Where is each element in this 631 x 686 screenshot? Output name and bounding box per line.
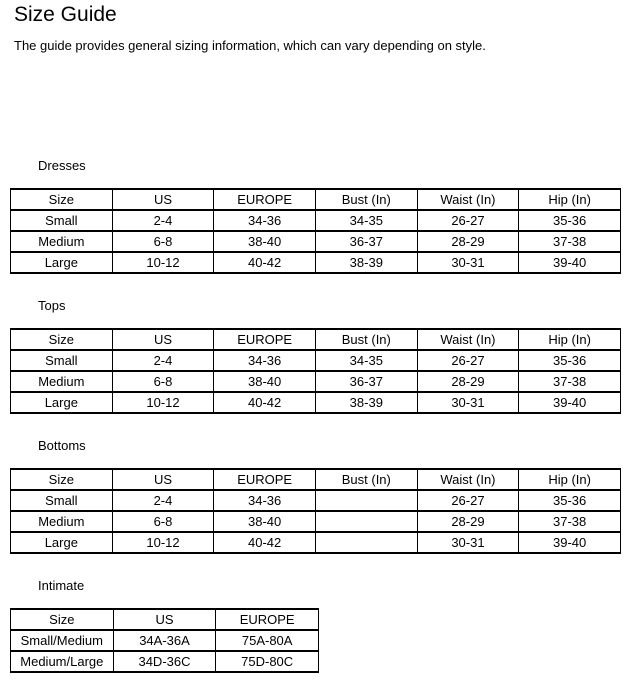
table-cell: 39-40 [519, 392, 621, 413]
table-row [11, 231, 621, 252]
table-cell: 34-36 [214, 490, 316, 511]
table-cell: 36-37 [315, 371, 417, 392]
column-header: Waist (In) [417, 469, 519, 490]
column-header: Hip (In) [519, 469, 621, 490]
table-cell: 26-27 [417, 350, 519, 371]
section-label: Dresses [38, 158, 86, 173]
size-guide-sections [0, 158, 631, 673]
column-header: US [113, 609, 216, 630]
table-cell: 2-4 [112, 350, 214, 371]
column-header: EUROPE [214, 469, 316, 490]
table-cell: 40-42 [214, 392, 316, 413]
table-cell: 2-4 [112, 210, 214, 231]
table-cell: Medium [11, 231, 113, 252]
table-cell [315, 490, 417, 511]
table-cell: Medium/Large [11, 651, 114, 672]
table-cell: 10-12 [112, 392, 214, 413]
column-header: US [112, 469, 214, 490]
table-cell: 30-31 [417, 252, 519, 273]
table-cell: 35-36 [519, 490, 621, 511]
table-cell: 28-29 [417, 371, 519, 392]
table-cell: Small [11, 490, 113, 511]
table-cell: 10-12 [112, 252, 214, 273]
bottoms-size-table [10, 468, 621, 554]
table-row [11, 350, 621, 371]
table-cell: Medium [11, 511, 113, 532]
table-cell [315, 511, 417, 532]
table-cell: 37-38 [519, 511, 621, 532]
table-cell: 34-36 [214, 210, 316, 231]
table-cell: 38-40 [214, 371, 316, 392]
section-label: Intimate [38, 578, 85, 593]
column-header: Hip (In) [519, 189, 621, 210]
table-cell: Large [11, 252, 113, 273]
table-cell: 38-40 [214, 231, 316, 252]
column-header: US [112, 329, 214, 350]
table-cell: 28-29 [417, 511, 519, 532]
header-row [11, 609, 319, 630]
table-cell: 26-27 [417, 210, 519, 231]
table-cell: 35-36 [519, 350, 621, 371]
table-cell: 34-36 [214, 350, 316, 371]
table-cell: 36-37 [315, 231, 417, 252]
column-header: Bust (In) [315, 329, 417, 350]
column-header: US [112, 189, 214, 210]
table-cell: Large [11, 392, 113, 413]
table-cell: 39-40 [519, 532, 621, 553]
table-cell: 2-4 [112, 490, 214, 511]
table-cell: 28-29 [417, 231, 519, 252]
page-title: Size Guide [14, 3, 117, 26]
column-header: Hip (In) [519, 329, 621, 350]
table-cell: 38-39 [315, 252, 417, 273]
section-bottoms [0, 438, 631, 554]
table-row [11, 651, 319, 672]
table-cell: 38-40 [214, 511, 316, 532]
table-row [11, 511, 621, 532]
table-cell [315, 532, 417, 553]
table-cell: 30-31 [417, 532, 519, 553]
column-header: Bust (In) [315, 469, 417, 490]
table-row [11, 371, 621, 392]
section-tops [0, 298, 631, 414]
column-header: Size [11, 189, 113, 210]
table-cell: Small [11, 350, 113, 371]
table-cell: 40-42 [214, 252, 316, 273]
table-cell: Small [11, 210, 113, 231]
section-label: Tops [38, 298, 66, 313]
dresses-size-table [10, 188, 621, 274]
table-cell: 30-31 [417, 392, 519, 413]
section-dresses [0, 158, 631, 274]
table-cell: 6-8 [112, 231, 214, 252]
table-cell: 26-27 [417, 490, 519, 511]
table-cell: Small/Medium [11, 630, 114, 651]
header-row [11, 189, 621, 210]
table-row [11, 252, 621, 273]
table-cell: 34A-36A [113, 630, 216, 651]
tops-size-table [10, 328, 621, 414]
column-header: EUROPE [216, 609, 319, 630]
table-cell: 34D-36C [113, 651, 216, 672]
table-cell: 75A-80A [216, 630, 319, 651]
table-cell: 37-38 [519, 371, 621, 392]
column-header: Size [11, 609, 114, 630]
section-label: Bottoms [38, 438, 86, 453]
table-cell: 10-12 [112, 532, 214, 553]
table-row [11, 490, 621, 511]
column-header: Size [11, 469, 113, 490]
table-cell: 34-35 [315, 210, 417, 231]
table-row [11, 630, 319, 651]
column-header: EUROPE [214, 189, 316, 210]
table-cell: 34-35 [315, 350, 417, 371]
column-header: Bust (In) [315, 189, 417, 210]
table-cell: 38-39 [315, 392, 417, 413]
table-cell: 35-36 [519, 210, 621, 231]
table-cell: Large [11, 532, 113, 553]
header-row [11, 469, 621, 490]
header-row [11, 329, 621, 350]
table-row [11, 532, 621, 553]
column-header: EUROPE [214, 329, 316, 350]
column-header: Waist (In) [417, 189, 519, 210]
page-subtitle: The guide provides general sizing information, which can vary depending on style. [14, 38, 486, 53]
table-row [11, 210, 621, 231]
table-cell: Medium [11, 371, 113, 392]
table-cell: 40-42 [214, 532, 316, 553]
column-header: Waist (In) [417, 329, 519, 350]
table-cell: 37-38 [519, 231, 621, 252]
table-cell: 39-40 [519, 252, 621, 273]
table-cell: 6-8 [112, 511, 214, 532]
column-header: Size [11, 329, 113, 350]
intimate-size-table [10, 608, 319, 673]
table-cell: 75D-80C [216, 651, 319, 672]
table-cell: 6-8 [112, 371, 214, 392]
table-row [11, 392, 621, 413]
section-intimate [0, 578, 631, 673]
